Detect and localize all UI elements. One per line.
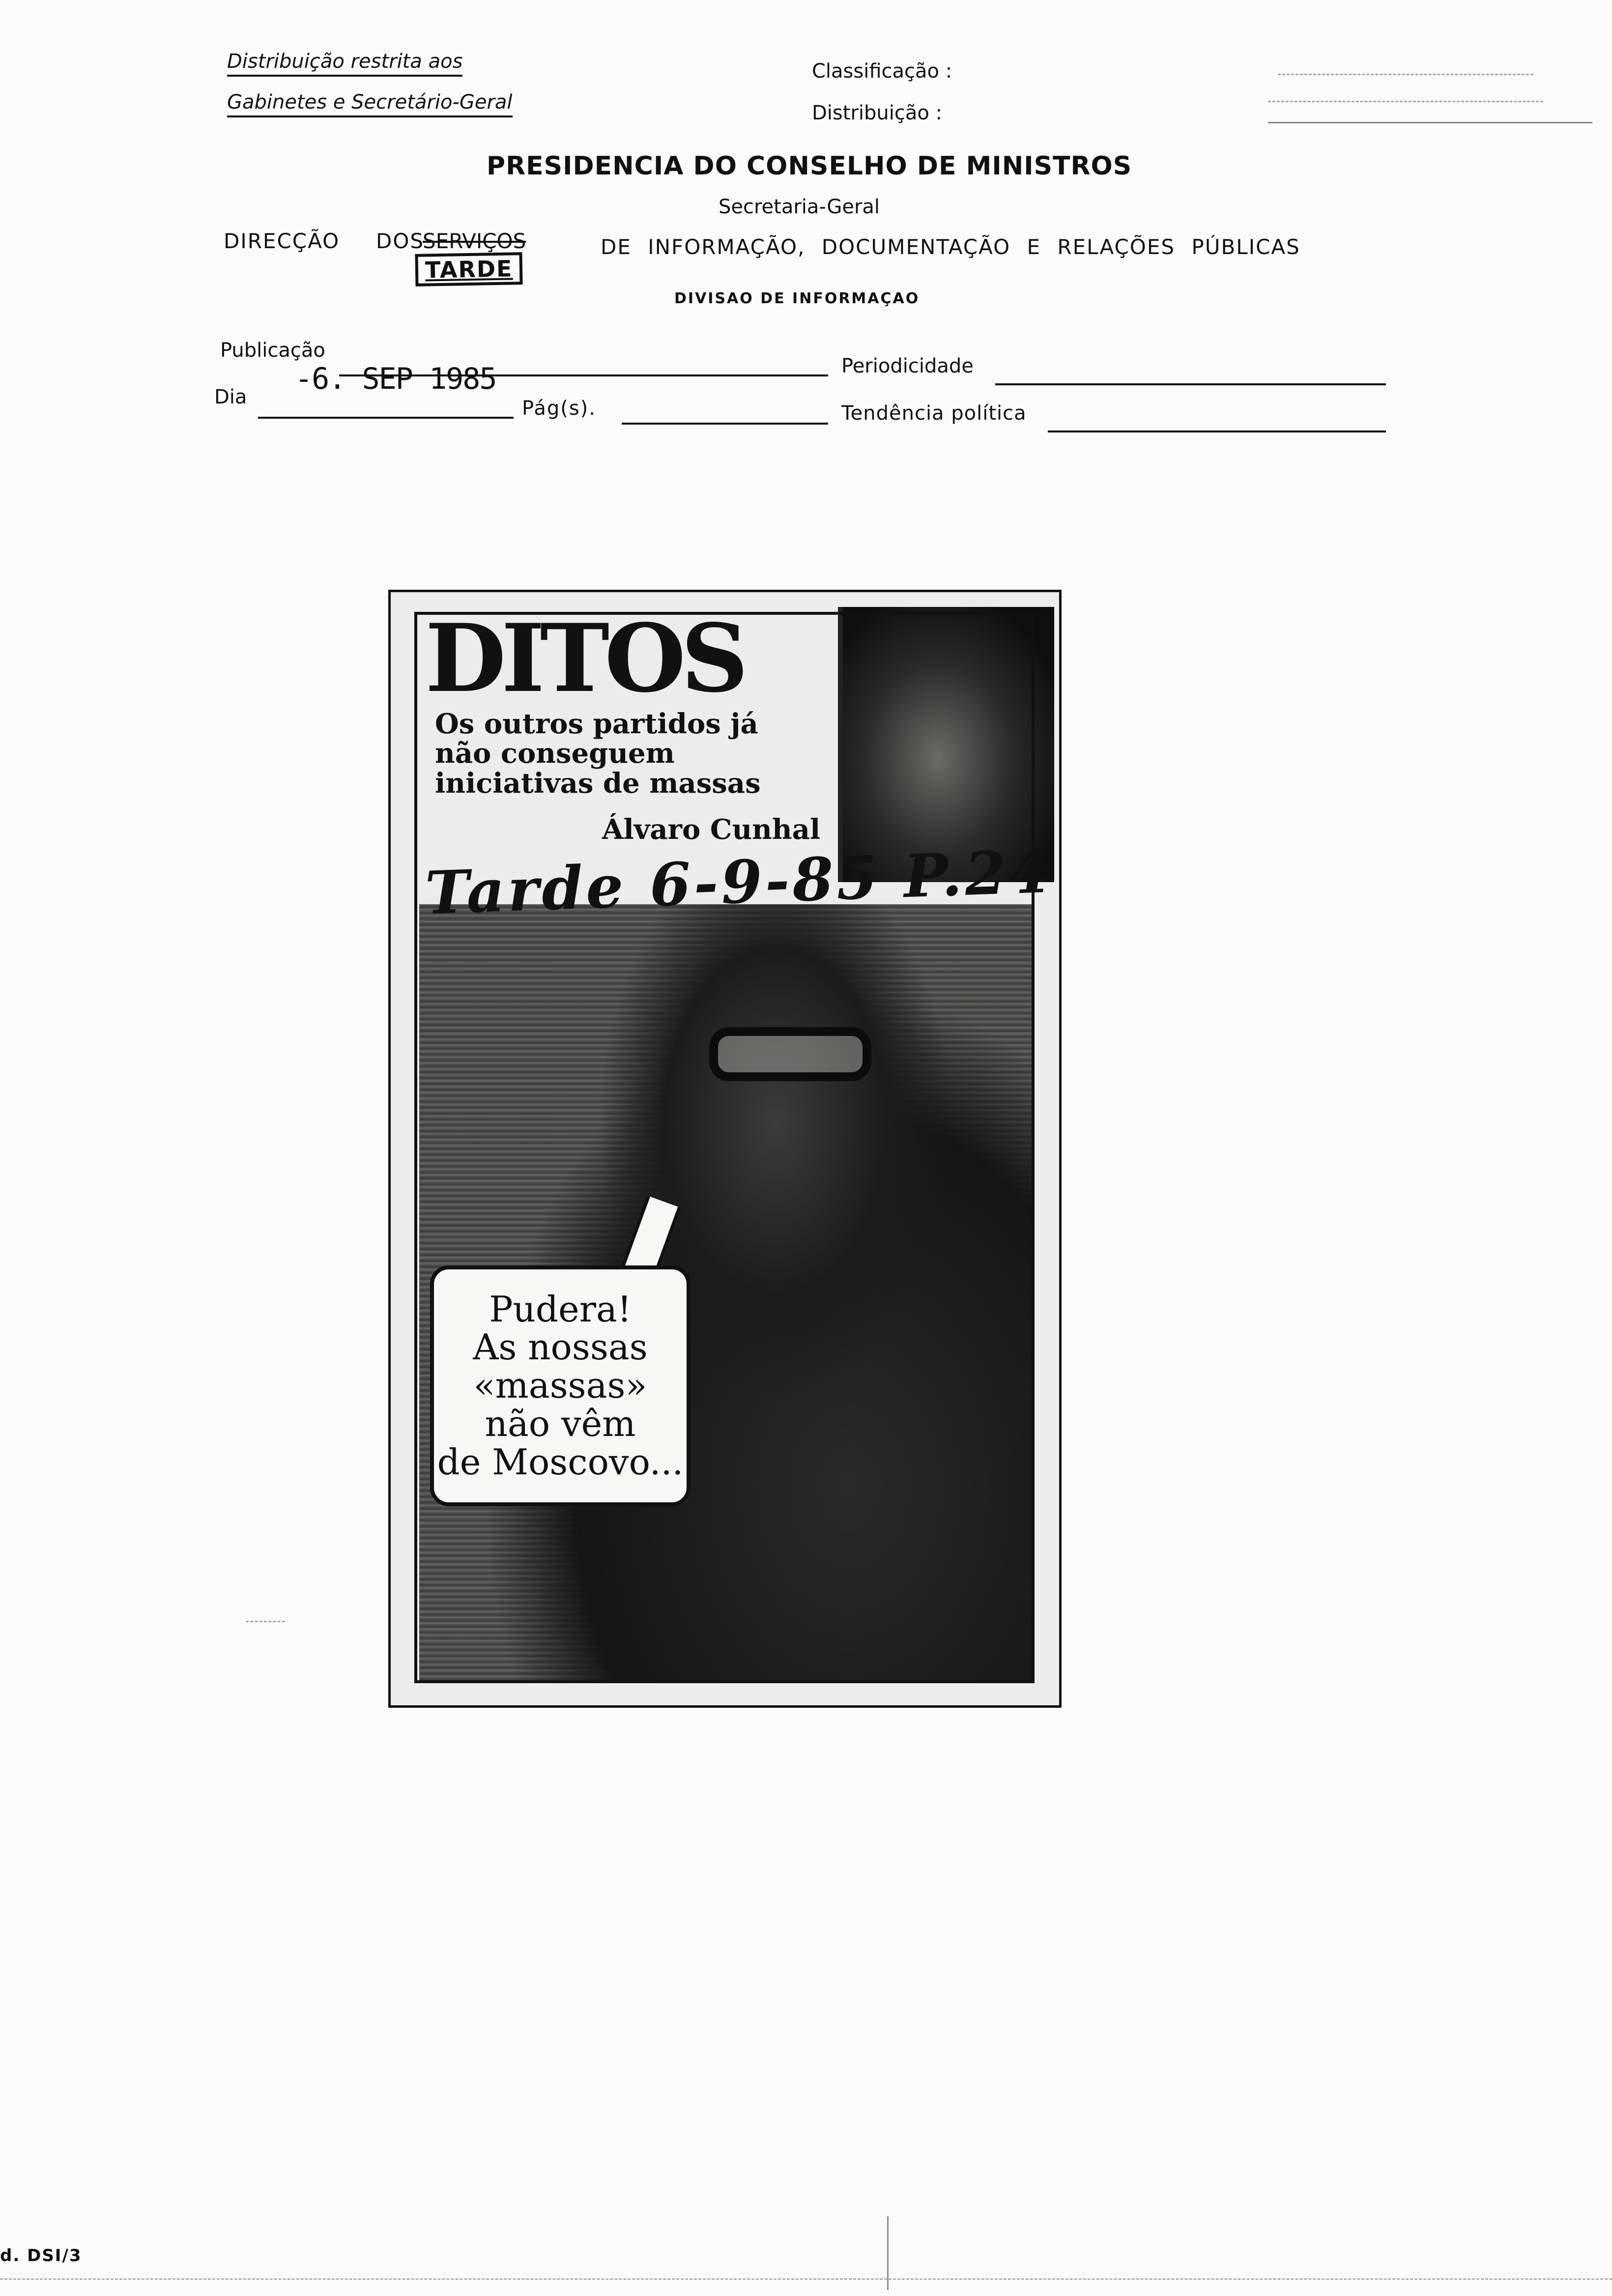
clipping-quote: Os outros partidos já não conseguem iniciativas de massas: [435, 708, 761, 800]
publication-label: Publicação: [220, 339, 325, 362]
pages-label: Pág(s).: [522, 397, 596, 420]
bubble-line-1: Pudera!: [489, 1288, 632, 1330]
newspaper-clipping: [388, 590, 1062, 1708]
restricted-distribution-line1: Distribuição restrita aos: [227, 50, 462, 77]
day-label: Dia: [214, 386, 247, 408]
faint-line: [1278, 74, 1533, 75]
scan-mark: [246, 1621, 285, 1622]
periodicity-line: [995, 383, 1386, 385]
page-title: PRESIDENCIA DO CONSELHO DE MINISTROS: [487, 151, 1132, 181]
scan-mark: [0, 2278, 1612, 2280]
faint-line: [1268, 101, 1543, 102]
tendency-line: [1048, 430, 1386, 432]
pages-line: [622, 423, 828, 425]
direction-dos: DOS: [376, 229, 425, 253]
classification-label: Classificação :: [812, 60, 952, 83]
bubble-line-3: «massas»: [473, 1365, 647, 1406]
direction-rest: DE INFORMAÇÃO, DOCUMENTAÇÃO E RELAÇÕES PÚBLICAS: [601, 235, 1300, 259]
distribution-label: Distribuição :: [812, 102, 943, 124]
tarde-stamp: TARDE: [415, 252, 523, 287]
periodicity-label: Periodicidade: [841, 355, 974, 377]
bubble-line-2: As nossas: [473, 1326, 648, 1368]
clipping-frame: [414, 603, 1035, 1683]
direction-prefix: DIRECÇÃO: [224, 229, 340, 253]
day-line: [258, 417, 514, 419]
faint-line: [1268, 122, 1592, 123]
handwritten-reference: Tarde 6-9-85 P.24: [424, 836, 1054, 928]
clipping-author: Álvaro Cunhal: [602, 813, 821, 846]
bubble-line-4: não vêm: [485, 1403, 636, 1444]
restricted-distribution-line2: Gabinetes e Secretário-Geral: [227, 91, 513, 117]
direction-struck-word: SERVIÇOS: [423, 229, 526, 253]
page-subtitle: Secretaria-Geral: [719, 196, 880, 218]
tendency-label: Tendência política: [841, 402, 1027, 425]
clipping-masthead: DITOS: [425, 603, 744, 713]
division-label: DIVISAO DE INFORMAÇAO: [674, 290, 920, 307]
form-code: d. DSI/3: [0, 2246, 82, 2266]
bubble-line-5: de Moscovo...: [437, 1441, 684, 1483]
date-stamp: -6. SEP 1985: [295, 362, 496, 396]
